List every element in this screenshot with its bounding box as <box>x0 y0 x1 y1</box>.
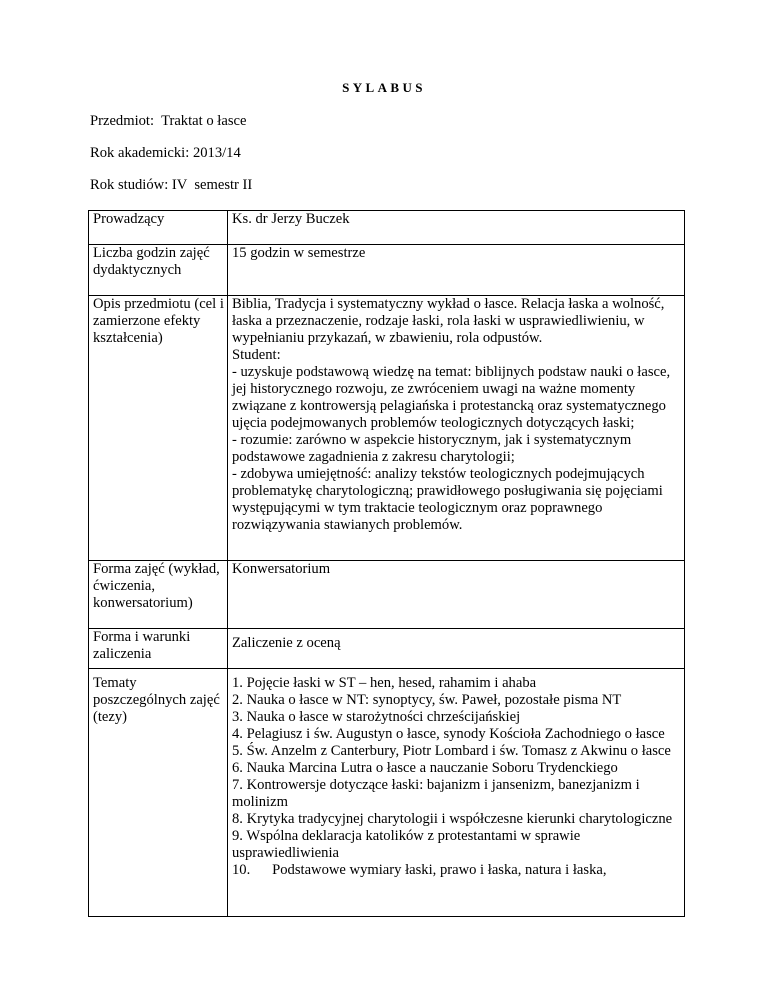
academic-year-text: Rok akademicki: 2013/14 <box>90 145 241 161</box>
list-item: 1. Pojęcie łaski w ST – hen, hesed, rahamim i ahaba <box>232 675 537 691</box>
study-year-line <box>90 177 252 194</box>
list-item: 10. Podstawowe wymiary łaski, prawo i łaska, natura i łaska, <box>232 862 607 878</box>
list-item: 5. Św. Anzelm z Canterbury, Piotr Lombard i św. Tomasz z Akwinu o łasce <box>232 743 671 759</box>
description-paragraph: Student: <box>232 347 281 363</box>
row-label: Opis przedmiotu (cel i zamierzone efekty kształcenia) <box>89 296 228 561</box>
study-year-text: Rok studiów: IV semestr II <box>90 177 253 193</box>
table-row <box>89 629 685 669</box>
description-paragraph: - zdobywa umiejętność: analizy tekstów teologicznych podejmujących problematykę charytologiczną; prawidłowego posługiwania się pojęciami występującymi w tym traktacie teologicznym oraz poprawnego rozwiązywania stawianych problemów. <box>232 466 663 533</box>
list-item: 6. Nauka Marcina Lutra o łasce a nauczanie Soboru Trydenckiego <box>232 760 618 776</box>
subject-line <box>90 113 246 130</box>
description-paragraph: Biblia, Tradycja i systematyczny wykład o łasce. Relacja łaska a wolność, łaska a przeznaczenie, rodzaje łaski, rola łaski w usprawiedliwieniu, w wypełnianiu przykazań, w zbawieniu, rola odpustów. <box>232 296 665 346</box>
row-label: Forma i warunki zaliczenia <box>89 629 228 669</box>
row-value: 15 godzin w semestrze <box>228 245 685 296</box>
table-row <box>89 296 685 561</box>
row-value: Ks. dr Jerzy Buczek <box>228 211 685 245</box>
table-row <box>89 211 685 245</box>
table-row <box>89 245 685 296</box>
page-title: SYLABUS <box>342 80 426 95</box>
academic-year-line <box>90 145 241 162</box>
list-item: 8. Krytyka tradycyjnej charytologii i współczesne kierunki charytologiczne <box>232 811 673 827</box>
subject-text: Przedmiot: Traktat o łasce <box>90 113 247 129</box>
syllabus-table <box>88 210 685 917</box>
row-label: Prowadzący <box>89 211 228 245</box>
row-label: Liczba godzin zajęć dydaktycznych <box>89 245 228 296</box>
row-value <box>228 669 685 917</box>
row-value: Zaliczenie z oceną <box>228 629 685 669</box>
topics-list <box>232 675 684 879</box>
row-label: Forma zajęć (wykład, ćwiczenia, konwersatorium) <box>89 561 228 629</box>
list-item: 2. Nauka o łasce w NT: synoptycy, św. Paweł, pozostałe pisma NT <box>232 692 622 708</box>
description-paragraph: - rozumie: zarówno w aspekcie historycznym, jak i systematycznym podstawowe zagadnienia z zakresu charytologii; <box>232 432 632 465</box>
list-item: 9. Wspólna deklaracja katolików z protestantami w sprawie usprawiedliwienia <box>232 828 581 861</box>
list-item: 4. Pelagiusz i św. Augustyn o łasce, synody Kościoła Zachodniego o łasce <box>232 726 665 742</box>
list-item: 7. Kontrowersje dotyczące łaski: bajanizm i jansenizm, banezjanizm i molinizm <box>232 777 640 810</box>
table-row <box>89 669 685 917</box>
description-paragraph: - uzyskuje podstawową wiedzę na temat: biblijnych podstaw nauki o łasce, jej historycznego rozwoju, ze zwróceniem uwagi na ważne momenty związane z kontrowersją pelagiańska i protestancką oraz systematycznego ujęcia podejmowanych problemów teologicznych dotyczących łaski; <box>232 364 671 431</box>
row-value <box>228 296 685 561</box>
table-row <box>89 561 685 629</box>
row-value: Konwersatorium <box>228 561 685 629</box>
row-label: Tematy poszczególnych zajęć (tezy) <box>89 669 228 917</box>
list-item: 3. Nauka o łasce w starożytności chrześcijańskiej <box>232 709 521 725</box>
